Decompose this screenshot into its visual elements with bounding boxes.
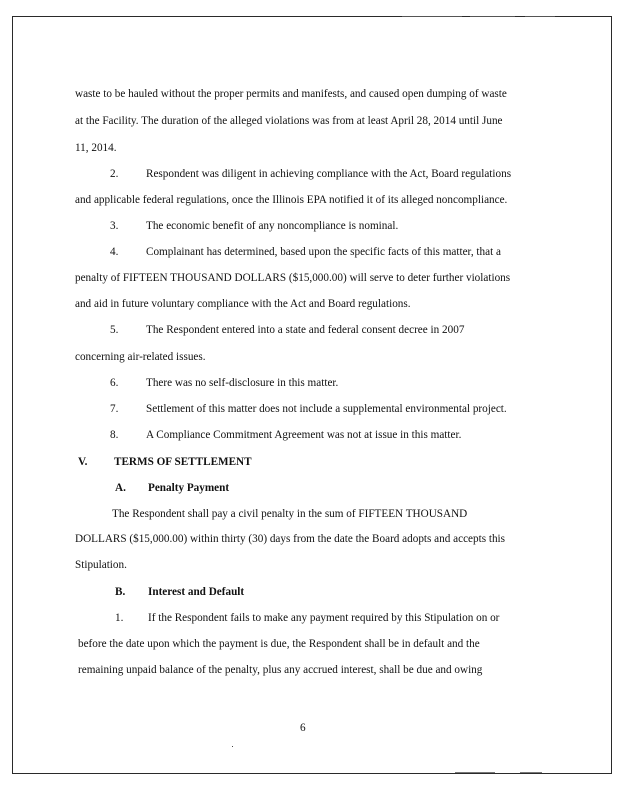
- subsection-letter: A.: [115, 482, 126, 494]
- body-line: A Compliance Commitment Agreement was not at issue in this matter.: [146, 429, 462, 441]
- body-line: and applicable federal regulations, once the Illinois EPA notified it of its alleged noncompliance.: [75, 194, 508, 206]
- item-number: 1.: [115, 612, 124, 624]
- body-line: 11, 2014.: [75, 142, 117, 154]
- section-heading: TERMS OF SETTLEMENT: [114, 456, 252, 468]
- body-line: Settlement of this matter does not include a supplemental environmental project.: [146, 403, 507, 415]
- body-line: There was no self-disclosure in this matter.: [146, 377, 339, 389]
- subsection-heading: Interest and Default: [148, 586, 245, 598]
- body-line: DOLLARS ($15,000.00) within thirty (30) days from the date the Board adopts and accepts this: [75, 533, 506, 545]
- scan-artifact: [525, 16, 555, 17]
- section-number: V.: [78, 456, 88, 468]
- page-number: 6: [300, 722, 306, 734]
- item-number: 2.: [110, 168, 119, 180]
- body-line: waste to be hauled without the proper permits and manifests, and caused open dumping of waste: [75, 88, 507, 100]
- item-number: 6.: [110, 377, 119, 389]
- body-line: concerning air-related issues.: [75, 351, 206, 363]
- body-line: The Respondent entered into a state and federal consent decree in 2007: [146, 324, 465, 336]
- body-line: and aid in future voluntary compliance with the Act and Board regulations.: [75, 298, 411, 310]
- scan-artifact: [455, 772, 495, 773]
- body-line: Complainant has determined, based upon the specific facts of this matter, that a: [146, 246, 501, 258]
- body-line: The economic benefit of any noncompliance is nominal.: [146, 220, 399, 232]
- item-number: 8.: [110, 429, 119, 441]
- body-line: at the Facility. The duration of the alleged violations was from at least April 28, 2014 until June: [75, 115, 503, 127]
- page-border: [12, 16, 612, 774]
- item-number: 7.: [110, 403, 119, 415]
- body-line: The Respondent shall pay a civil penalty in the sum of FIFTEEN THOUSAND: [112, 508, 468, 520]
- body-line: remaining unpaid balance of the penalty, plus any accrued interest, shall be due and owing: [78, 664, 483, 676]
- scan-artifact: [232, 746, 233, 747]
- subsection-heading: Penalty Payment: [148, 482, 230, 494]
- item-number: 3.: [110, 220, 119, 232]
- body-line: If the Respondent fails to make any payment required by this Stipulation on or: [148, 612, 500, 624]
- body-line: before the date upon which the payment is due, the Respondent shall be in default and the: [78, 638, 480, 650]
- item-number: 5.: [110, 324, 119, 336]
- body-line: penalty of FIFTEEN THOUSAND DOLLARS ($15,000.00) will serve to deter further violations: [75, 272, 511, 284]
- body-line: Stipulation.: [75, 559, 127, 571]
- scan-artifact: [520, 772, 542, 773]
- item-number: 4.: [110, 246, 119, 258]
- scan-artifact: [470, 16, 515, 17]
- subsection-letter: B.: [115, 586, 126, 598]
- body-line: Respondent was diligent in achieving compliance with the Act, Board regulations: [146, 168, 512, 180]
- scan-artifact: [402, 16, 462, 17]
